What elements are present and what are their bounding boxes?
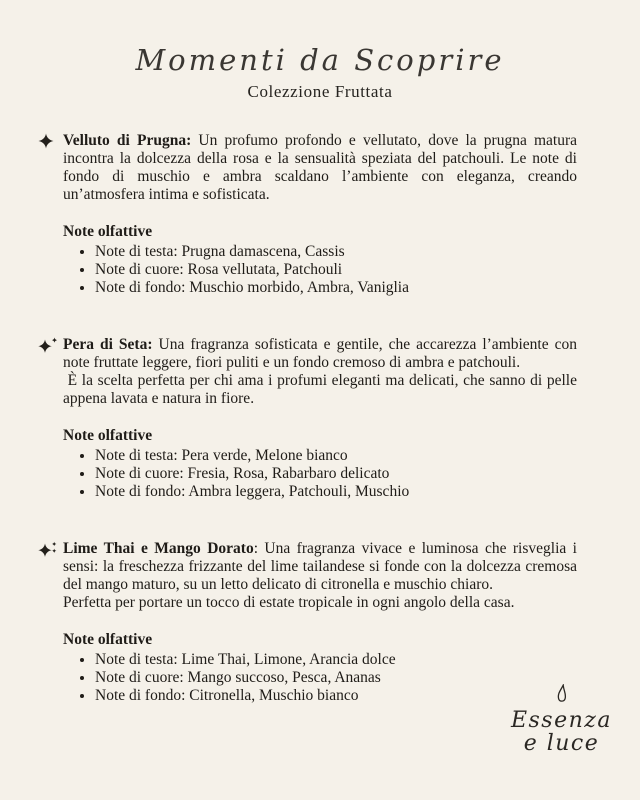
olfactory-notes-list [63, 243, 577, 297]
brand-name-line1: Essenza [510, 708, 612, 733]
note-item-heart: • Note di cuore: Mango succoso, Pesca, Ananas [95, 669, 577, 687]
four-pointed-star-one-sparkle-icon [38, 337, 60, 355]
fragrance-section-velluto-di-prugna [63, 132, 577, 297]
fragrance-description [63, 132, 577, 204]
fragrance-description-continued: È la scelta perfetta per chi ama i profumi eleganti ma delicati, che sanno di pelle appena lavata e natura in fiore. [63, 372, 577, 407]
brand-name-line2: e luce [523, 731, 600, 756]
page-title: Momenti da Scoprire [135, 43, 505, 77]
fragrance-description-continued: Perfetta per portare un tocco di estate tropicale in ogni angolo della casa. [63, 594, 515, 611]
fragrance-section-lime-thai-mango-dorato [63, 540, 577, 705]
page-content [63, 132, 577, 705]
note-item-top: • Note di testa: Pera verde, Melone bianco [95, 447, 577, 465]
note-item-heart: • Note di cuore: Fresia, Rosa, Rabarbaro delicato [95, 465, 577, 483]
fragrance-description-text: Una fragranza sofisticata e gentile, che accarezza l’ambiente con note fruttate leggere, fiori puliti e un fondo cremoso di ambra e patchouli. [63, 336, 578, 371]
fragrance-description [63, 336, 577, 372]
fragrance-name: Lime Thai e Mango Dorato [63, 540, 254, 557]
fragrance-name: Velluto di Prugna: [63, 132, 192, 149]
fragrance-description-text: Un profumo profondo e vellutato, dove la prugna matura incontra la dolcezza della rosa e la sensualità speziata del patchouli. Le note di fondo di muschio e ambra scaldano l’ambiente con eleganza, creando un’atmosfera intima e sofisticata. [63, 132, 577, 203]
fragrance-name: Pera di Seta: [63, 336, 153, 353]
notes-heading: Note olfattive [63, 427, 153, 444]
four-pointed-star-icon [38, 133, 60, 151]
note-item-base: • Note di fondo: Ambra leggera, Patchouli, Muschio [95, 483, 577, 501]
note-item-top: • Note di testa: Lime Thai, Limone, Arancia dolce [95, 651, 577, 669]
fragrance-section-pera-di-seta [63, 336, 577, 501]
fragrance-description [63, 540, 577, 594]
fragrance-description-text: : Una fragranza vivace e luminosa che risveglia i sensi: la freschezza frizzante del lime tailandese si fonde con la dolcezza cremosa del mango maturo, su un letto delicato di citronella e muschio chiaro. [63, 540, 577, 593]
note-item-base: • Note di fondo: Citronella, Muschio bianco [95, 687, 577, 705]
note-item-heart: • Note di cuore: Rosa vellutata, Patchouli [95, 261, 577, 279]
page-subtitle: Colezzione Fruttata [247, 82, 393, 101]
olfactory-notes-list [63, 447, 577, 501]
brand-logo [511, 684, 612, 755]
notes-heading: Note olfattive [63, 631, 153, 648]
notes-heading: Note olfattive [63, 223, 153, 240]
note-item-top: • Note di testa: Prugna damascena, Cassis [95, 243, 577, 261]
note-item-base: • Note di fondo: Muschio morbido, Ambra, Vaniglia [95, 279, 577, 297]
olfactory-notes-list [63, 651, 577, 705]
candle-flame-icon [554, 684, 569, 708]
page-header [0, 0, 640, 102]
four-pointed-star-two-sparkles-icon [38, 541, 60, 559]
